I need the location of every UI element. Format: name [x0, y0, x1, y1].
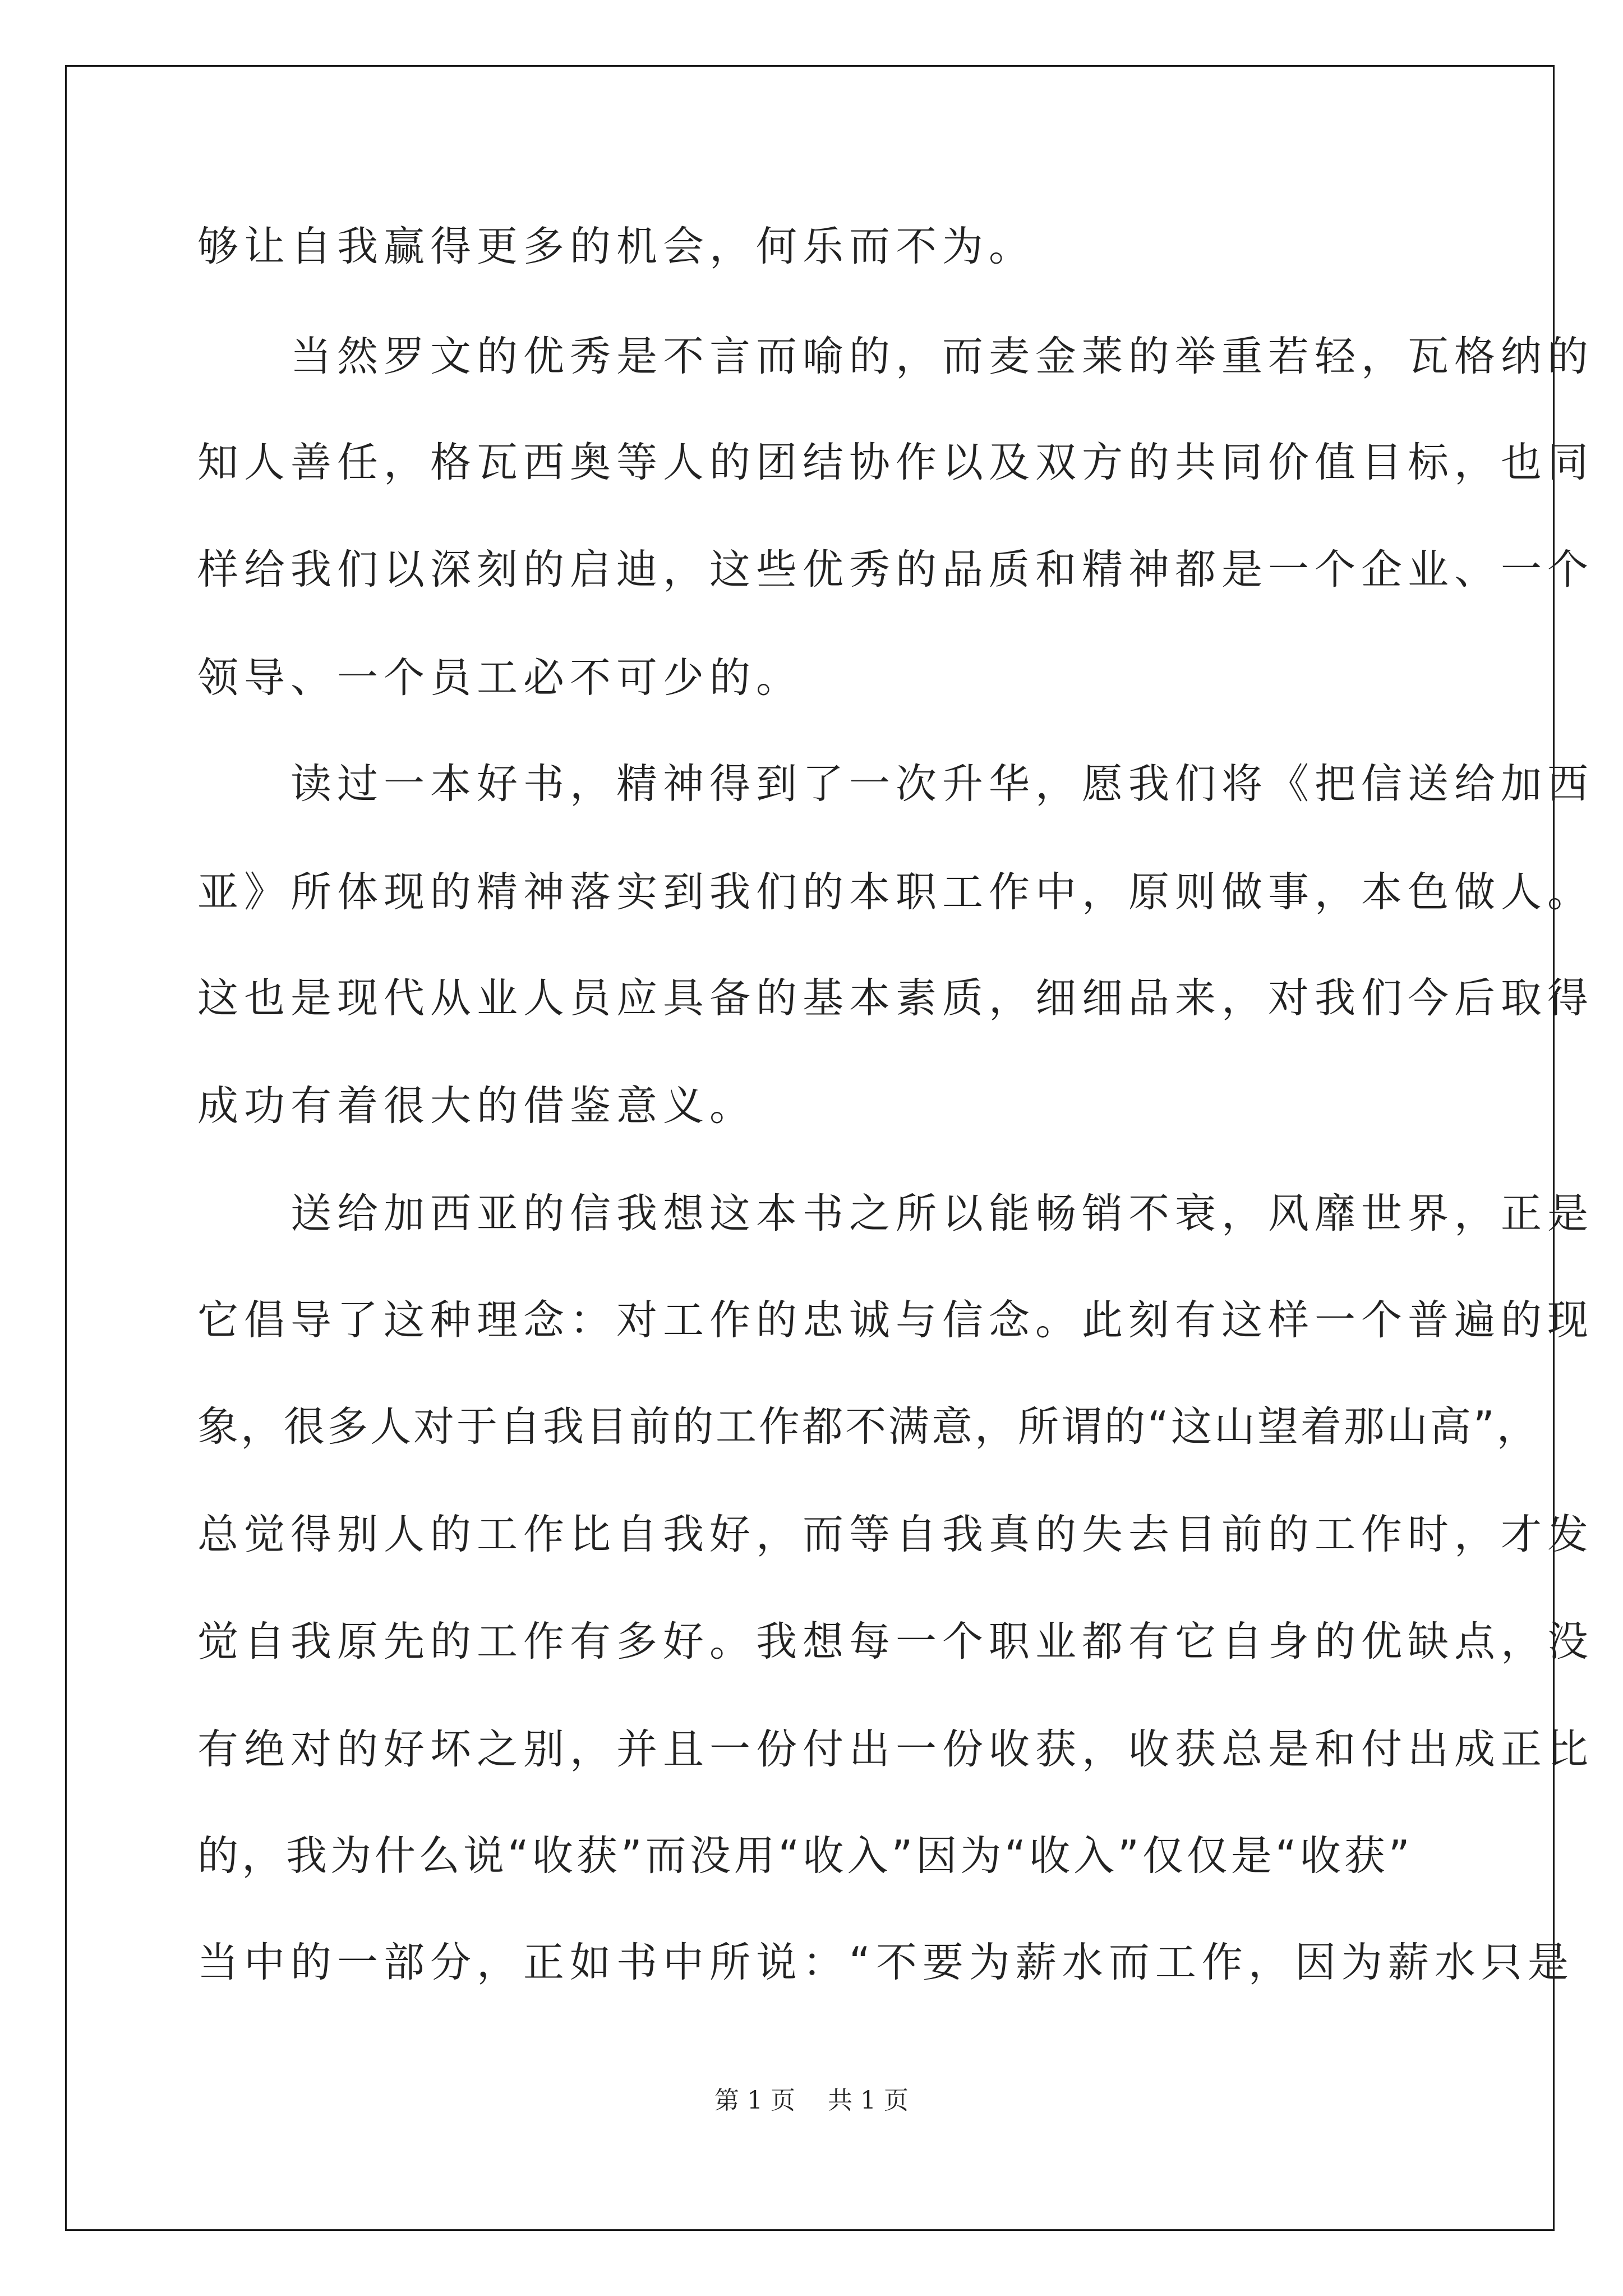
text-line: 送给加西亚的信我想这本书之所以能畅销不衰，风靡世界，正是: [197, 1190, 1594, 1237]
text-line: 它倡导了这种理念：对工作的忠诚与信念。此刻有这样一个普遍的现: [197, 1296, 1594, 1344]
text-line: 当然罗文的优秀是不言而喻的，而麦金莱的举重若轻，瓦格纳的: [197, 333, 1594, 380]
text-line: 象，很多人对于自我目前的工作都不满意，所谓的“这山望着那山高”，: [197, 1403, 1540, 1451]
text-line: 够让自我赢得更多的机会，何乐而不为。: [197, 223, 1035, 270]
text-line: 领导、一个员工必不可少的。: [197, 654, 803, 702]
text-line: 的，我为什么说“收获”而没用“收入”因为“收入”仅仅是“收获”: [197, 1832, 1413, 1880]
text-line: 觉自我原先的工作有多好。我想每一个职业都有它自身的优缺点，没: [197, 1618, 1594, 1665]
text-line: 读过一本好书，精神得到了一次升华，愿我们将《把信送给加西: [197, 760, 1594, 808]
text-line: 亚》所体现的精神落实到我们的本职工作中，原则做事，本色做人。: [197, 868, 1594, 916]
text-line: 总觉得别人的工作比自我好，而等自我真的失去目前的工作时，才发: [197, 1511, 1594, 1558]
text-line: 这也是现代从业人员应具备的基本素质，细细品来，对我们今后取得: [197, 974, 1594, 1022]
text-line: 样给我们以深刻的启迪，这些优秀的品质和精神都是一个企业、一个: [197, 546, 1594, 593]
page-border: [65, 65, 1555, 2231]
text-line: 有绝对的好坏之别，并且一份付出一份收获，收获总是和付出成正比: [197, 1726, 1594, 1773]
page-footer: 第 1 页 共 1 页: [714, 2086, 909, 2115]
text-line: 成功有着很大的借鉴意义。: [197, 1082, 756, 1130]
text-line: 知人善任，格瓦西奥等人的团结协作以及双方的共同价值目标，也同: [197, 439, 1594, 486]
text-line: 当中的一部分，正如书中所说：“不要为薪水而工作，因为薪水只是: [197, 1939, 1574, 1986]
